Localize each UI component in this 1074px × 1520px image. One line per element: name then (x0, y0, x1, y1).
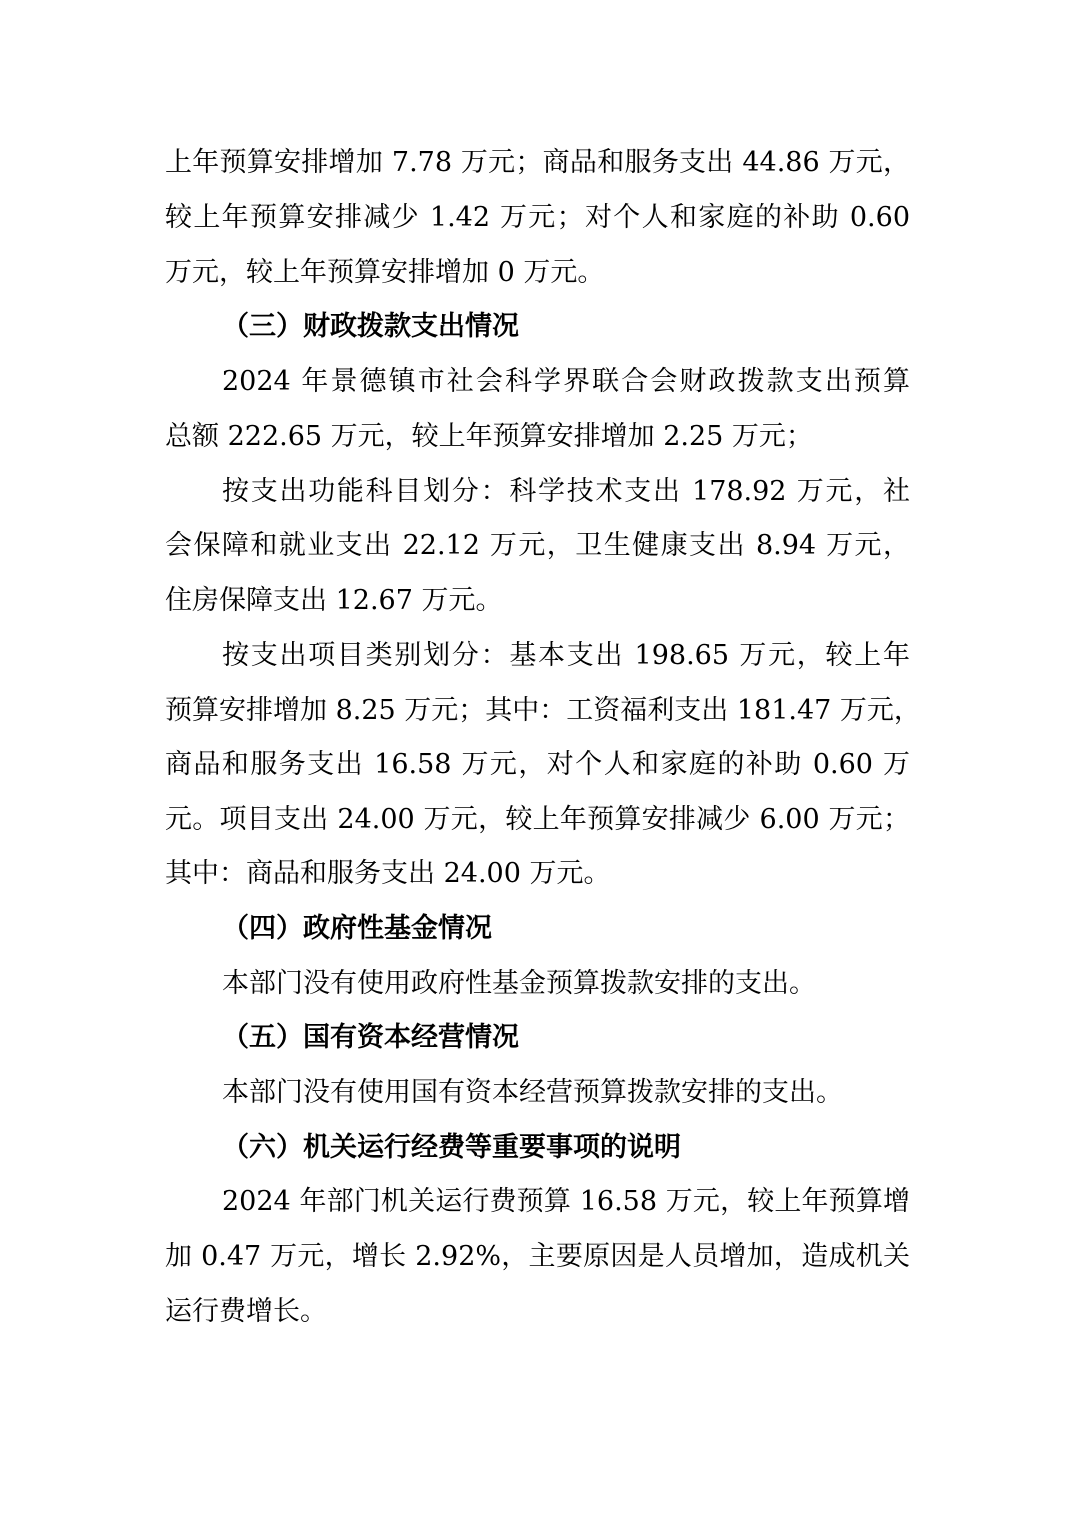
text-line: 上年预算安排增加 7.78 万元；商品和服务支出 44.86 万元， (165, 147, 910, 178)
text-line: 本部门没有使用政府性基金预算拨款安排的支出。 (222, 968, 816, 999)
text-line: 总额 222.65 万元，较上年预算安排增加 2.25 万元； (165, 421, 813, 452)
text-line: 按支出项目类别划分：基本支出 198.65 万元，较上年 (222, 640, 910, 671)
text-line: 2024 年景德镇市社会科学界联合会财政拨款支出预算 (222, 366, 910, 397)
text-line: 按支出功能科目划分：科学技术支出 178.92 万元，社 (222, 476, 910, 507)
text-line: 较上年预算安排减少 1.42 万元；对个人和家庭的补助 0.60 (165, 202, 910, 233)
text-line: 其中：商品和服务支出 24.00 万元。 (165, 858, 611, 889)
text-line: 预算安排增加 8.25 万元；其中：工资福利支出 181.47 万元， (165, 695, 921, 726)
section-heading-6: （六）机关运行经费等重要事项的说明 (222, 1132, 681, 1163)
text-line: 运行费增长。 (165, 1296, 327, 1327)
text-line: 本部门没有使用国有资本经营预算拨款安排的支出。 (222, 1077, 843, 1108)
section-heading-4: （四）政府性基金情况 (222, 913, 492, 944)
text-line: 住房保障支出 12.67 万元。 (165, 585, 503, 616)
section-heading-3: （三）财政拨款支出情况 (222, 311, 519, 342)
text-line: 2024 年部门机关运行费预算 16.58 万元，较上年预算增 (222, 1186, 910, 1217)
text-line: 元。项目支出 24.00 万元，较上年预算安排减少 6.00 万元； (165, 804, 910, 835)
section-heading-5: （五）国有资本经营情况 (222, 1022, 519, 1053)
text-line: 加 0.47 万元，增长 2.92%，主要原因是人员增加，造成机关 (165, 1241, 910, 1272)
text-line: 商品和服务支出 16.58 万元，对个人和家庭的补助 0.60 万 (165, 749, 910, 780)
text-line: 会保障和就业支出 22.12 万元，卫生健康支出 8.94 万元， (165, 530, 910, 561)
text-line: 万元，较上年预算安排增加 0 万元。 (165, 257, 605, 288)
